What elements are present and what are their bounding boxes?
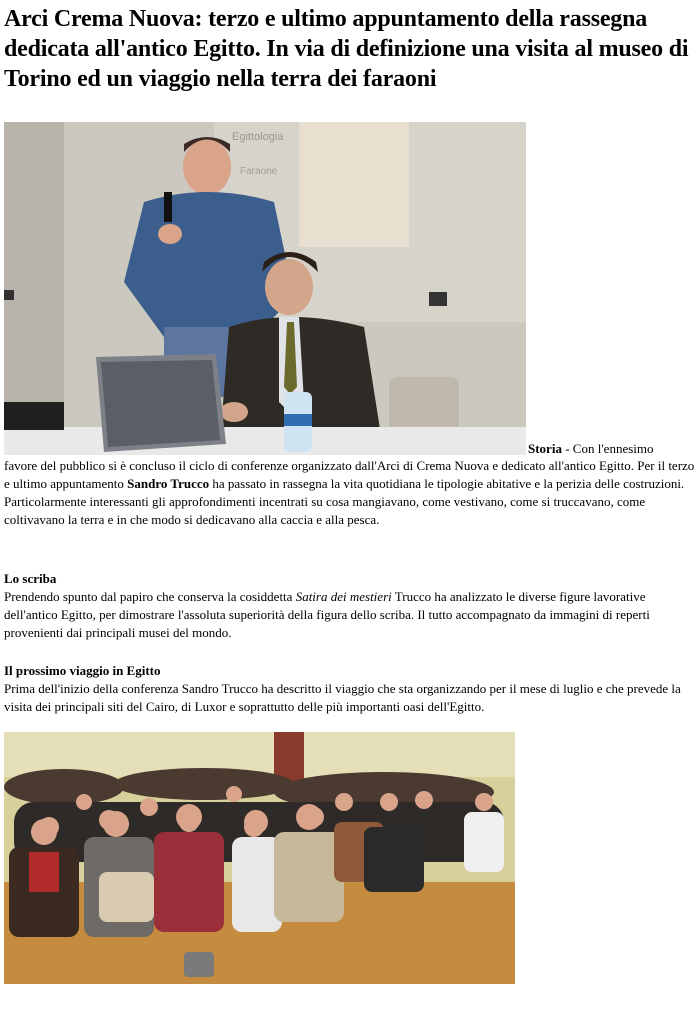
- article-title: Arci Crema Nuova: terzo e ultimo appuntamento della rassegna dedicata all'antico Egitto. In via di definizione una visita al museo di Torino ed un viaggio nella terra dei faraoni: [4, 6, 689, 92]
- paragraph-scribe: [4, 588, 698, 642]
- lead-first-words: Con l'ennesimo: [572, 441, 654, 456]
- paragraph-scribe-rest: Trucco ha analizzato le diverse figure lavorative dell'antico Egitto, per dimostrare l'assoluta superiorità della figura dello scriba. Il tutto accompagnato da immagini di reperti provenienti dai principali musei del mondo.: [4, 589, 650, 640]
- section-label: Storia: [528, 441, 562, 456]
- svg-text:Faraone: Faraone: [240, 166, 278, 177]
- subheading-trip: Il prossimo viaggio in Egitto: [4, 663, 161, 678]
- paragraph-trip: Prima dell'inizio della conferenza Sandro Trucco ha descritto il viaggio che sta organizzando per il mese di luglio e che prevede la visita dei principali siti del Cairo, di Luxor e soprattutto delle più importanti oasi dell'Egitto.: [4, 681, 681, 714]
- svg-text:Egittologia: Egittologia: [232, 131, 284, 143]
- section-separator: -: [561, 441, 573, 456]
- speaker-name: Sandro Trucco: [127, 476, 210, 491]
- audience-photo: [4, 732, 515, 984]
- paragraph-scribe-start: Prendendo spunto dal papiro che conserva la cosiddetta: [4, 589, 296, 604]
- conference-speakers-photo: [4, 122, 526, 455]
- lead-paragraph-body: favore del pubblico si è concluso il ciclo di conferenze organizzato dall'Arci di Crema Nuova e dedicato all'antico Egitto. Per il terzo e ultimo appuntamento Sandro Trucco ha passato in rassegna la vita quotidiana le tipologie abitative e la perizia delle costruzioni. Particolarmente interessanti gli approfondimenti incentrati su cosa mangiavano, come vestivano, come si truccavano, come coltivavano la terra e in che modo si dedicavano alla caccia e alla pesca.: [4, 458, 695, 527]
- subheading-scribe: Lo scriba: [4, 571, 57, 586]
- lead-paragraph-rest: ha passato in rassegna la vita quotidiana le tipologie abitative e la perizia delle costruzioni. Particolarmente interessanti gli approfondimenti incentrati su cosa mangiavano, come vestivano, come si truccavano, come coltivavano la terra e in che modo si dedicavano alla caccia e alla pesca.: [4, 476, 685, 527]
- lead-section: [528, 441, 654, 457]
- satire-title: Satira dei mestieri: [295, 589, 392, 604]
